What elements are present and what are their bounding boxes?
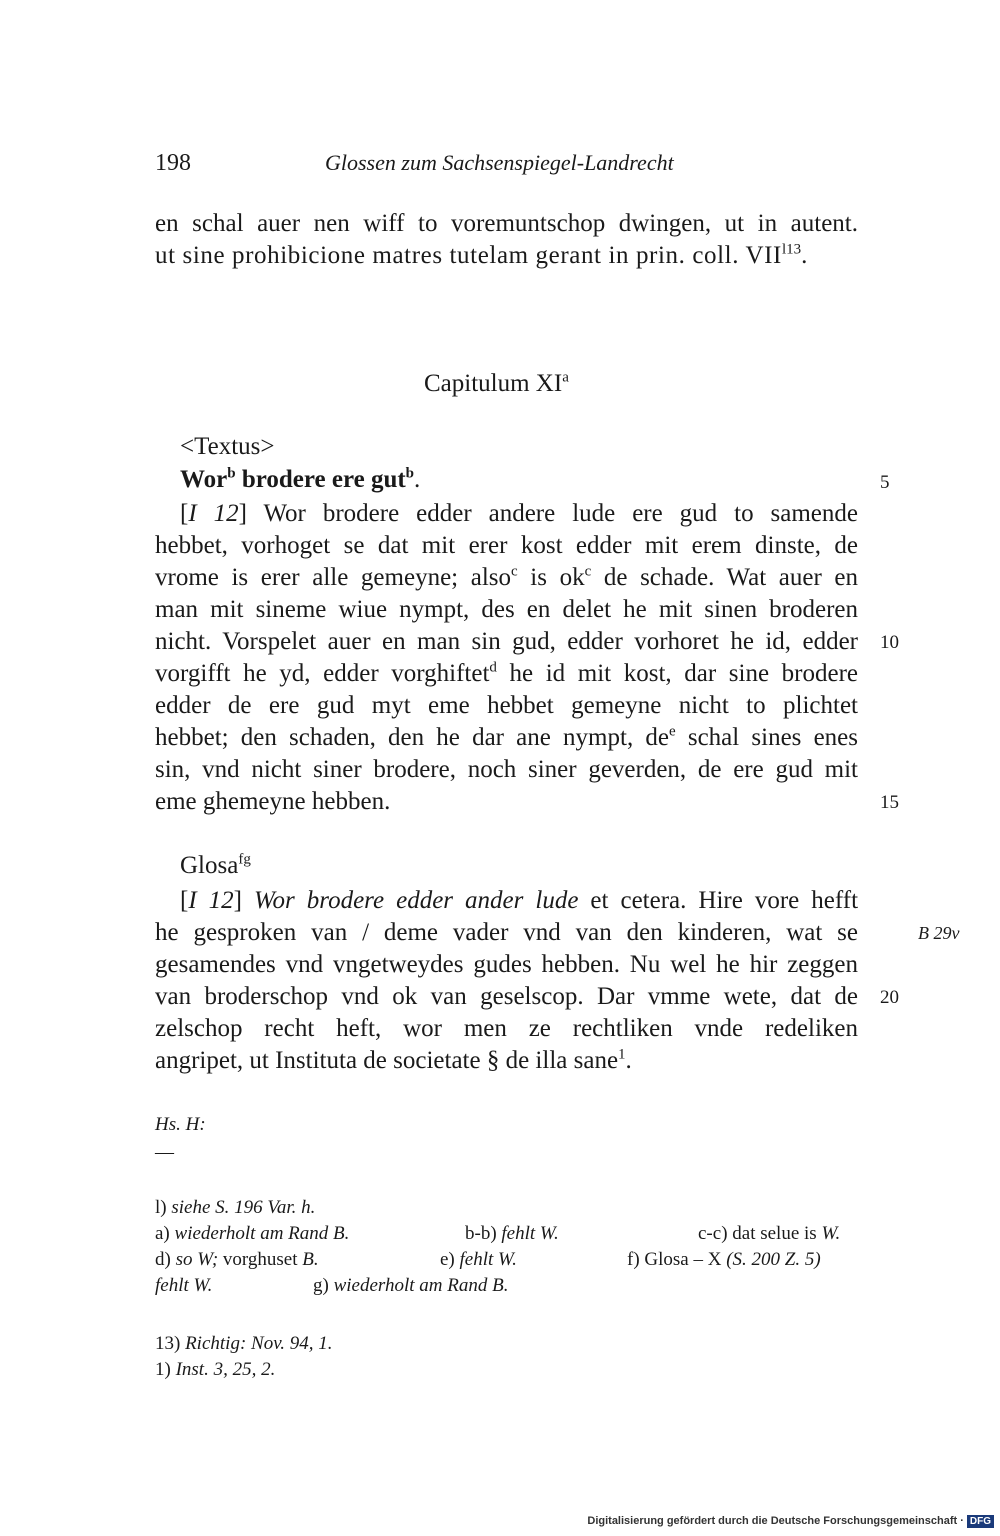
textus-line-4: man mit sineme wiue nympt, des en delet he mit sinen broderen bbox=[155, 596, 858, 623]
note-f-cont: fehlt W. bbox=[155, 1275, 213, 1296]
note-e: e) fehlt W. bbox=[440, 1249, 517, 1270]
textus-line-6: vorgifft he yd, edder vorghiftet$^d$ he id mit kost, dar sine brodere bbox=[155, 659, 859, 687]
line-number-15: 15 bbox=[880, 792, 899, 813]
intro-line-1: en schal auer nen wiff to voremuntschop dwingen, ut in autent. bbox=[155, 210, 858, 237]
textus-line-1: [I 12] Wor brodere edder andere lude ere gud to samende bbox=[180, 500, 858, 527]
note-g: g) wiederholt am Rand B. bbox=[313, 1275, 509, 1296]
textus-line-3: vrome is erer alle gemeyne; also$^c$ is $ok^c$ de schade. Wat auer en bbox=[155, 563, 858, 591]
note-bb: b-b) fehlt W. bbox=[465, 1223, 559, 1244]
textus-line-9: sin, vnd nicht siner brodere, noch siner geverden, de ere gud mit bbox=[155, 756, 858, 783]
glosa-line-4: van broderschop vnd ok van geselscop. Dar vmme wete, dat de bbox=[155, 983, 858, 1010]
page-number: 198 bbox=[155, 150, 191, 176]
glosa-label bbox=[180, 852, 251, 880]
note-cc: c-c) dat selue is W. bbox=[698, 1223, 841, 1244]
intro-line-2-end: . bbox=[801, 242, 808, 269]
textus-heading bbox=[180, 466, 420, 494]
glosa-line-2: he gesproken van / deme vader vnd van den kinderen, wat se bbox=[155, 919, 858, 946]
textus-heading-c: . bbox=[414, 466, 421, 493]
note-1: 1) Inst. 3, 25, 2. bbox=[155, 1359, 276, 1380]
textus-heading-a: Wor bbox=[180, 466, 228, 493]
glosa-line-5: zelschop recht heft, wor men ze rechtliken vnde redeliken bbox=[155, 1015, 858, 1042]
digitization-footer bbox=[587, 1515, 994, 1528]
glosa-line-3: gesamendes vnd vngetweydes gudes hebben. Nu wel he hir zeggen bbox=[155, 951, 858, 978]
intro-line-2 bbox=[155, 240, 858, 272]
textus-line-5: nicht. Vorspelet auer en man sin gud, edder vorhoret he id, edder bbox=[155, 628, 858, 655]
intro-line-2-text: ut sine prohibicione matres tutelam gerant in prin. coll. VII bbox=[155, 242, 782, 269]
note-13: 13) Richtig: Nov. 94, 1. bbox=[155, 1333, 333, 1354]
line-number-20: 20 bbox=[880, 987, 899, 1008]
glosa-label-sup: fg bbox=[238, 851, 251, 868]
note-f: f) Glosa – X (S. 200 Z. 5) bbox=[627, 1249, 821, 1270]
textus-line-2: hebbet, vorhoget se dat mit erer kost edder mit erem dinste, de bbox=[155, 532, 858, 559]
glosa-label-text: Glosa bbox=[180, 852, 239, 879]
intro-line-2-sup: l13 bbox=[781, 241, 802, 258]
note-d: d) so W; vorghuset B. bbox=[155, 1249, 319, 1270]
textus-line-10: eme ghemeyne hebben. bbox=[155, 788, 391, 815]
textus-heading-sup2: b bbox=[405, 465, 415, 482]
footer-text: Digitalisierung gefördert durch die Deutsche Forschungsgemeinschaft · bbox=[587, 1515, 964, 1527]
textus-line-7: edder de ere gud myt eme hebbet gemeyne nicht to plichtet bbox=[155, 692, 858, 719]
chapter-title bbox=[424, 370, 569, 398]
textus-label: <Textus> bbox=[180, 433, 275, 460]
margin-ref: B 29v bbox=[918, 923, 960, 943]
dfg-logo: DFG bbox=[967, 1515, 994, 1528]
running-title: Glossen zum Sachsenspiegel-Landrecht bbox=[325, 150, 674, 175]
line-number-10: 10 bbox=[880, 632, 899, 653]
line-number-5: 5 bbox=[880, 472, 890, 493]
textus-line-8: hebbet; den schaden, den he dar ane nympt, $de^e$ schal sines enes bbox=[155, 723, 858, 751]
notes-hs: Hs. H: bbox=[155, 1114, 206, 1135]
textus-heading-b: brodere ere gut bbox=[235, 466, 406, 493]
note-a: a) wiederholt am Rand B. bbox=[155, 1223, 350, 1244]
textus-heading-sup1: b bbox=[227, 465, 236, 482]
glosa-line-1: [I 12] Wor brodere edder ander lude et cetera. Hire vore hefft bbox=[180, 887, 859, 914]
glosa-line-6: angripet, ut Instituta de societate § de illa sane$^1$. bbox=[155, 1046, 632, 1074]
chapter-title-text: Capitulum XI bbox=[424, 370, 563, 397]
notes-dash: — bbox=[155, 1142, 174, 1163]
chapter-title-sup: a bbox=[562, 369, 569, 386]
note-l: l) siehe S. 196 Var. h. bbox=[155, 1197, 316, 1218]
